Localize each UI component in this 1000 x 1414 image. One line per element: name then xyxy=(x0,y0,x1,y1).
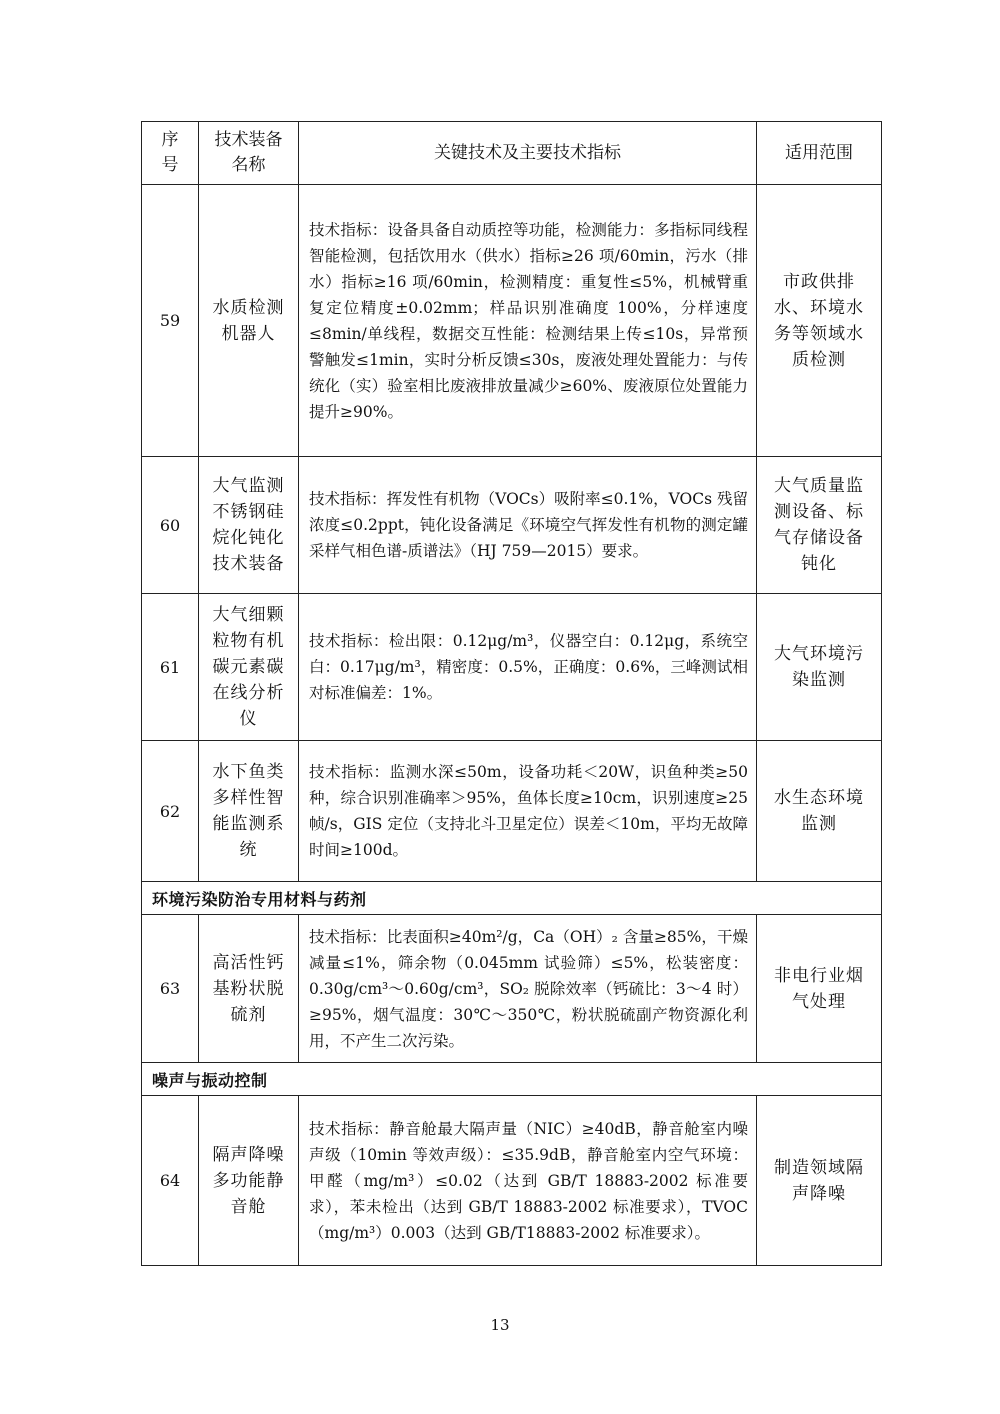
technical-indicators: 技术指标：监测水深≤50m，设备功耗＜20W，识鱼种类≥50 种，综合识别准确率＞95%，鱼体长度≥10cm，识别速度≥25 帧/s，GIS 定位（支持北斗卫星定位）误差＜10m，平均无故障时间≥100d。 xyxy=(299,741,757,882)
row-number: 64 xyxy=(142,1096,199,1266)
table-row xyxy=(142,1096,882,1266)
row-number: 63 xyxy=(142,915,199,1063)
header-scope: 适用范围 xyxy=(757,122,882,185)
header-key-technology: 关键技术及主要技术指标 xyxy=(299,122,757,185)
equipment-name: 大气监测 不锈钢硅 烷化钝化 技术装备 xyxy=(199,457,299,594)
row-number: 59 xyxy=(142,185,199,457)
equipment-name: 水下鱼类 多样性智 能监测系 统 xyxy=(199,741,299,882)
header-equipment-name: 技术装备 名称 xyxy=(199,122,299,185)
equipment-name: 水质检测 机器人 xyxy=(199,185,299,457)
section-title: 噪声与振动控制 xyxy=(142,1063,882,1096)
section-row xyxy=(142,882,882,915)
technical-indicators: 技术指标：检出限：0.12μg/m³，仪器空白：0.12μg，系统空白：0.17μg/m³，精密度：0.5%，正确度：0.6%，三峰测试相对标准偏差：1%。 xyxy=(299,594,757,741)
application-scope: 非电行业烟 气处理 xyxy=(757,915,882,1063)
technical-indicators: 技术指标：设备具备自动质控等功能，检测能力：多指标同线程智能检测，包括饮用水（供水）指标≥26 项/60min，污水（排水）指标≥16 项/60min，检测精度：重复性≤5%，机械臂重复定位精度±0.02mm；样品识别准确度 100%，分样速度≤8min/单线程，数据交互性能：检测结果上传≤10s，异常预警触发≤1min，实时分析反馈≤30s，废液处理处置能力：与传统化（实）验室相比废液排放量减少≥60%、废液原位处置能力提升≥90%。 xyxy=(299,185,757,457)
technical-indicators: 技术指标：挥发性有机物（VOCs）吸附率≤0.1%，VOCs 残留浓度≤0.2ppt，钝化设备满足《环境空气挥发性有机物的测定罐采样气相色谱-质谱法》（HJ 759—2015）要求。 xyxy=(299,457,757,594)
technical-indicators: 技术指标：静音舱最大隔声量（NIC）≥40dB，静音舱室内噪声级（10min 等效声级）：≤35.9dB，静音舱室内空气环境：甲醛（mg/m³）≤0.02（达到 GB/T 18883-2002 标准要求），苯未检出（达到 GB/T 18883-2002 标准要求），TVOC（mg/m³）0.003（达到 GB/T18883-2002 标准要求）。 xyxy=(299,1096,757,1266)
header-serial-number: 序 号 xyxy=(142,122,199,185)
technical-indicators: 技术指标：比表面积≥40m²/g，Ca（OH）₂ 含量≥85%，干燥减量≤1%，筛余物（0.045mm 试验筛）≤5%，松装密度：0.30g/cm³～0.60g/cm³，SO₂ 脱除效率（钙硫比：3～4 时）≥95%，烟气温度：30℃～350℃，粉状脱硫副产物资源化利用，不产生二次污染。 xyxy=(299,915,757,1063)
row-number: 60 xyxy=(142,457,199,594)
row-number: 61 xyxy=(142,594,199,741)
table-row xyxy=(142,457,882,594)
page-number: 13 xyxy=(490,1316,510,1334)
table-row xyxy=(142,594,882,741)
application-scope: 大气环境污 染监测 xyxy=(757,594,882,741)
equipment-name: 大气细颗 粒物有机 碳元素碳 在线分析 仪 xyxy=(199,594,299,741)
table-row xyxy=(142,741,882,882)
section-title: 环境污染防治专用材料与药剂 xyxy=(142,882,882,915)
equipment-name: 隔声降噪 多功能静 音舱 xyxy=(199,1096,299,1266)
application-scope: 制造领域隔 声降噪 xyxy=(757,1096,882,1266)
application-scope: 市政供排 水、环境水 务等领域水 质检测 xyxy=(757,185,882,457)
table-header-row xyxy=(142,122,882,185)
equipment-name: 高活性钙 基粉状脱 硫剂 xyxy=(199,915,299,1063)
equipment-spec-table xyxy=(141,121,882,1266)
application-scope: 水生态环境 监测 xyxy=(757,741,882,882)
row-number: 62 xyxy=(142,741,199,882)
table-row xyxy=(142,185,882,457)
table-row xyxy=(142,915,882,1063)
application-scope: 大气质量监 测设备、标 气存储设备 钝化 xyxy=(757,457,882,594)
section-row xyxy=(142,1063,882,1096)
